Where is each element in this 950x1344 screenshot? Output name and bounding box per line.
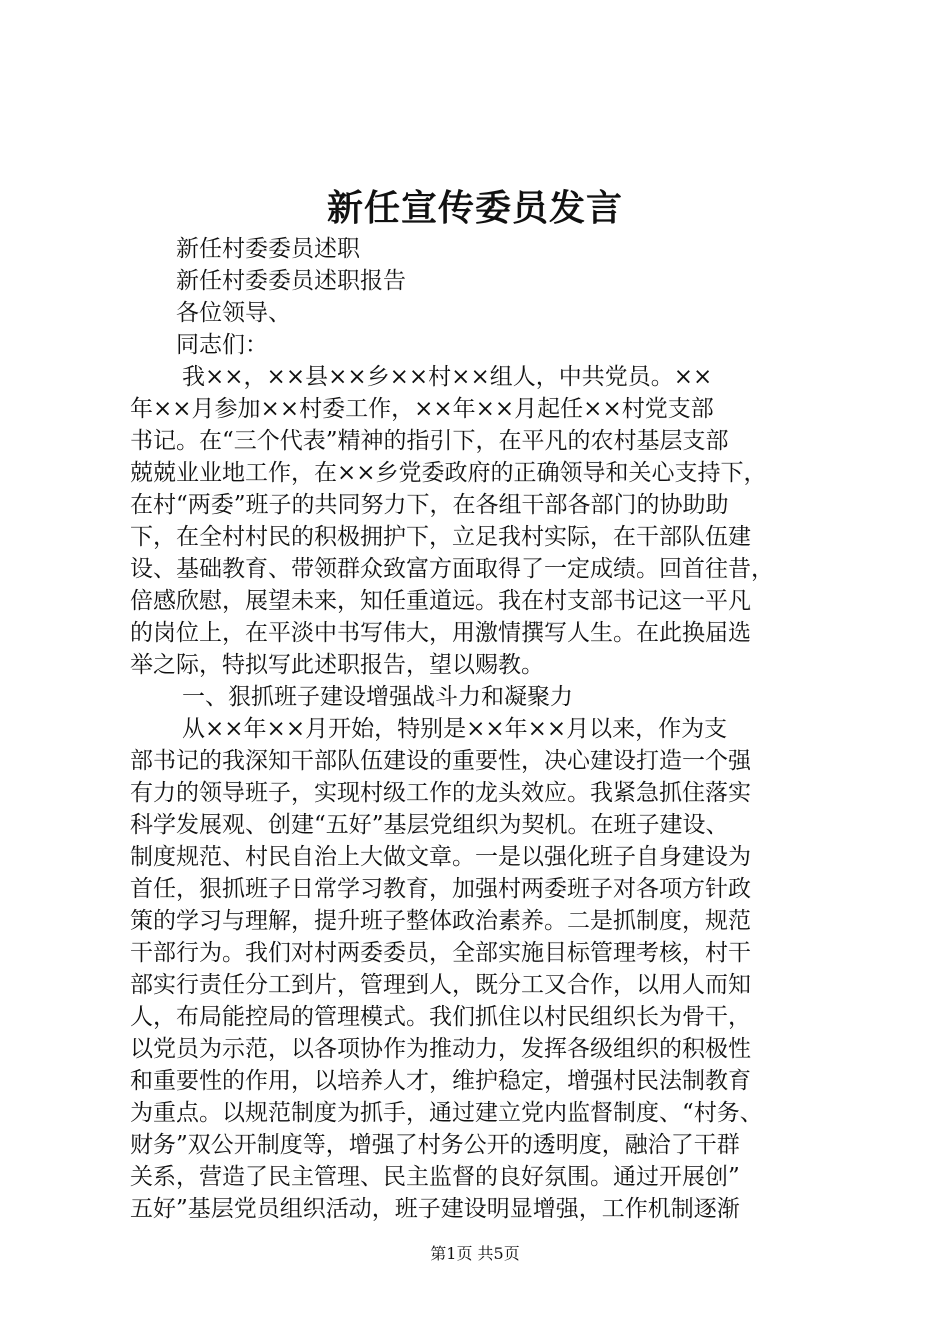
text-line: 部书记的我深知干部队伍建设的重要性，决心建设打造一个强 [130,748,751,774]
text-line: 首任，狠抓班子日常学习教育，加强村两委班子对各项方针政 [130,876,751,902]
text-line: 设、基础教育、带领群众致富方面取得了一定成绩。回首往昔， [130,556,774,582]
text-line: 的岗位上，在平淡中书写伟大，用激情撰写人生。在此换届选 [130,620,751,646]
document-title: 新任宣传委员发言 [326,187,623,229]
text-line: 同志们： [176,332,268,358]
text-line: 各位领导、 [176,300,291,326]
text-line: 策的学习与理解，提升班子整体政治素养。二是抓制度，规范 [130,908,751,934]
text-line: 书记。在“三个代表”精神的指引下，在平凡的农村基层支部 [130,428,729,454]
paragraph-first-line: 从××年××月开始，特别是××年××月以来，作为支 [182,716,728,742]
text-line: 举之际，特拟写此述职报告，望以赐教。 [130,652,544,678]
text-line: 科学发展观、创建“五好”基层党组织为契机。在班子建设、 [130,812,729,838]
text-line: 新任村委委员述职报告 [176,268,406,294]
text-line: 部实行责任分工到片，管理到人，既分工又合作，以用人而知 [130,972,751,998]
text-line: 有力的领导班子，实现村级工作的龙头效应。我紧急抓住落实 [130,780,751,806]
text-line: 下，在全村村民的积极拥护下，立足我村实际，在干部队伍建 [130,524,751,550]
paragraph-first-line: 我××，××县××乡××村××组人，中共党员。×× [182,364,713,390]
text-line: 年××月参加××村委工作，××年××月起任××村党支部 [130,396,714,422]
text-line: 人，布局能控局的管理模式。我们抓住以村民组织长为骨干， [130,1004,751,1030]
text-line: 兢兢业业地工作，在××乡党委政府的正确领导和关心支持下， [130,460,767,486]
section-heading: 一、狠抓班子建设增强战斗力和凝聚力 [182,684,573,710]
text-line: 五好”基层党员组织活动，班子建设明显增强，工作机制逐渐 [130,1196,740,1222]
text-line: 财务”双公开制度等，增强了村务公开的透明度，融洽了干群 [130,1132,740,1158]
text-line: 关系，营造了民主管理、民主监督的良好氛围。通过开展创” [130,1164,740,1190]
text-line: 新任村委委员述职 [176,236,360,262]
text-line: 制度规范、村民自治上大做文章。一是以强化班子自身建设为 [130,844,751,870]
text-line: 为重点。以规范制度为抓手，通过建立党内监督制度、“村务、 [130,1100,763,1126]
text-line: 和重要性的作用，以培养人才，维护稳定，增强村民法制教育 [130,1068,751,1094]
text-line: 干部行为。我们对村两委委员，全部实施目标管理考核，村干 [130,940,751,966]
page-number-footer: 第1页 共5页 [430,1244,520,1263]
document-body [130,233,830,1225]
text-line: 在村“两委”班子的共同努力下，在各组干部各部门的协助助 [130,492,729,518]
text-line: 以党员为示范，以各项协作为推动力，发挥各级组织的积极性 [130,1036,751,1062]
text-line: 倍感欣慰，展望未来，知任重道远。我在村支部书记这一平凡 [130,588,751,614]
